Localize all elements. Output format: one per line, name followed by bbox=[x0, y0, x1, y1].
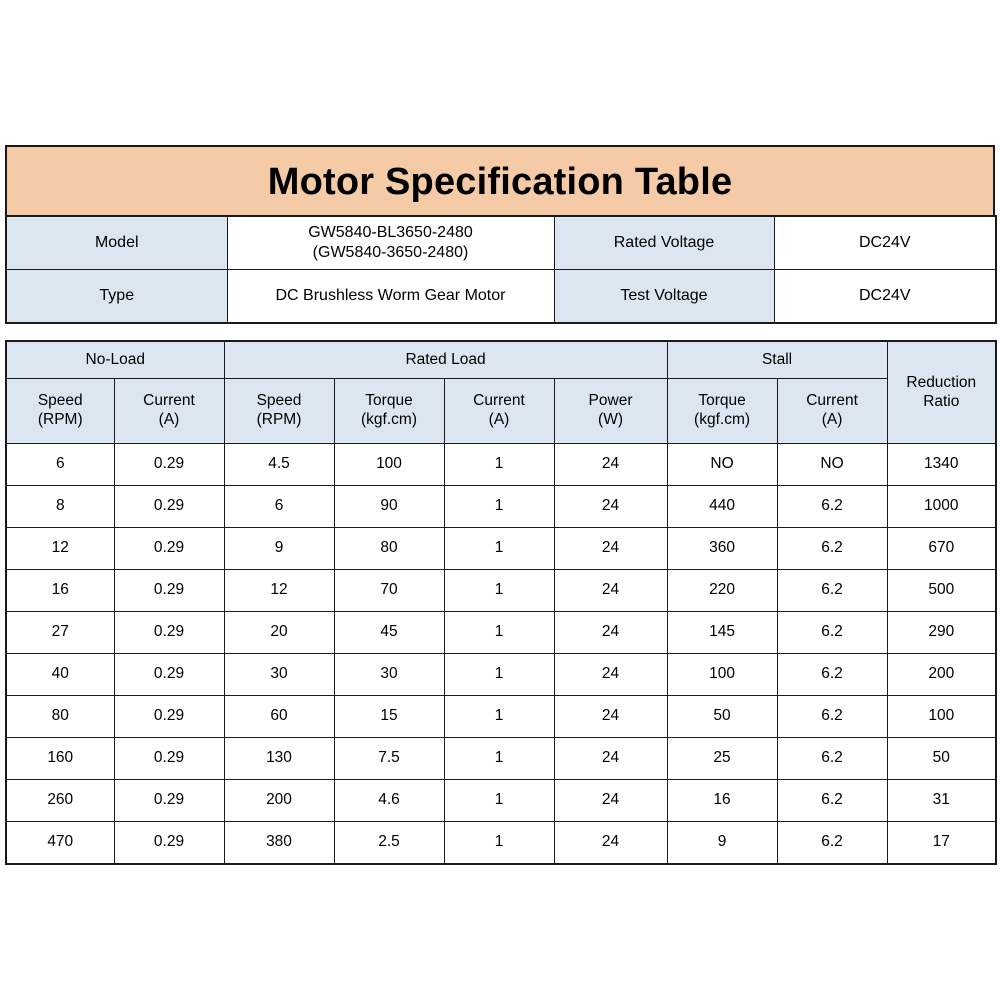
cell-r9-c2: 380 bbox=[224, 822, 334, 865]
cell-r6-c6: 50 bbox=[667, 696, 777, 738]
cell-r8-c4: 1 bbox=[444, 780, 554, 822]
table-row bbox=[6, 570, 996, 612]
cell-r8-c5: 24 bbox=[554, 780, 667, 822]
table-row bbox=[6, 612, 996, 654]
motor-info-table bbox=[5, 215, 997, 324]
col-6-unit-name: Torque bbox=[698, 392, 746, 410]
cell-r1-c0: 8 bbox=[6, 486, 114, 528]
column-header-rated-torque bbox=[334, 379, 444, 444]
cell-r9-c3: 2.5 bbox=[334, 822, 444, 865]
cell-r8-c1: 0.29 bbox=[114, 780, 224, 822]
cell-r2-c8: 670 bbox=[887, 528, 996, 570]
cell-r0-c2: 4.5 bbox=[224, 444, 334, 486]
cell-r1-c8: 1000 bbox=[887, 486, 996, 528]
col-4-unit-name: Current bbox=[473, 392, 525, 410]
cell-r4-c0: 27 bbox=[6, 612, 114, 654]
cell-r4-c6: 145 bbox=[667, 612, 777, 654]
col-5-unit-name: Power bbox=[588, 392, 633, 410]
cell-r7-c0: 160 bbox=[6, 738, 114, 780]
cell-r0-c0: 6 bbox=[6, 444, 114, 486]
cell-r4-c3: 45 bbox=[334, 612, 444, 654]
performance-spec-table bbox=[5, 340, 997, 865]
cell-r9-c1: 0.29 bbox=[114, 822, 224, 865]
cell-r5-c1: 0.29 bbox=[114, 654, 224, 696]
cell-r7-c4: 1 bbox=[444, 738, 554, 780]
model-label: Model bbox=[6, 216, 227, 270]
cell-r7-c2: 130 bbox=[224, 738, 334, 780]
col-7-unit-name: Current bbox=[806, 392, 858, 410]
cell-r3-c5: 24 bbox=[554, 570, 667, 612]
reduction-ratio-line1: Reduction bbox=[906, 373, 977, 391]
title-row bbox=[6, 146, 994, 218]
cell-r2-c2: 9 bbox=[224, 528, 334, 570]
table-row bbox=[6, 738, 996, 780]
cell-r3-c0: 16 bbox=[6, 570, 114, 612]
cell-r5-c0: 40 bbox=[6, 654, 114, 696]
cell-r5-c7: 6.2 bbox=[777, 654, 887, 696]
table-row bbox=[6, 780, 996, 822]
cell-r6-c7: 6.2 bbox=[777, 696, 887, 738]
cell-r0-c4: 1 bbox=[444, 444, 554, 486]
cell-r1-c7: 6.2 bbox=[777, 486, 887, 528]
cell-r3-c4: 1 bbox=[444, 570, 554, 612]
model-value-alternate: (GW5840-3650-2480) bbox=[312, 244, 469, 261]
group-header-rated-load: Rated Load bbox=[224, 341, 667, 379]
cell-r3-c7: 6.2 bbox=[777, 570, 887, 612]
cell-r3-c6: 220 bbox=[667, 570, 777, 612]
type-label: Type bbox=[6, 270, 227, 324]
cell-r8-c0: 260 bbox=[6, 780, 114, 822]
cell-r7-c3: 7.5 bbox=[334, 738, 444, 780]
table-row bbox=[6, 486, 996, 528]
column-header-stall-current bbox=[777, 379, 887, 444]
cell-r5-c2: 30 bbox=[224, 654, 334, 696]
cell-r4-c1: 0.29 bbox=[114, 612, 224, 654]
col-7-unit: (A) bbox=[821, 411, 843, 428]
cell-r5-c8: 200 bbox=[887, 654, 996, 696]
cell-r5-c5: 24 bbox=[554, 654, 667, 696]
cell-r2-c0: 12 bbox=[6, 528, 114, 570]
cell-r4-c5: 24 bbox=[554, 612, 667, 654]
cell-r0-c7: NO bbox=[777, 444, 887, 486]
cell-r4-c2: 20 bbox=[224, 612, 334, 654]
col-0-unit-name: Speed bbox=[37, 392, 83, 410]
col-0-unit: (RPM) bbox=[37, 411, 83, 428]
reduction-ratio-line2: Ratio bbox=[923, 392, 960, 410]
model-value bbox=[227, 216, 554, 270]
title-table bbox=[5, 145, 995, 219]
cell-r2-c7: 6.2 bbox=[777, 528, 887, 570]
spec-group-header-row bbox=[6, 341, 996, 379]
cell-r9-c5: 24 bbox=[554, 822, 667, 865]
model-value-primary: GW5840-BL3650-2480 bbox=[308, 224, 473, 242]
cell-r6-c0: 80 bbox=[6, 696, 114, 738]
cell-r5-c4: 1 bbox=[444, 654, 554, 696]
info-row-type bbox=[6, 270, 996, 324]
cell-r5-c3: 30 bbox=[334, 654, 444, 696]
cell-r0-c6: NO bbox=[667, 444, 777, 486]
cell-r8-c2: 200 bbox=[224, 780, 334, 822]
col-1-unit: (A) bbox=[158, 411, 180, 428]
cell-r8-c8: 31 bbox=[887, 780, 996, 822]
rated-voltage-label: Rated Voltage bbox=[554, 216, 774, 270]
cell-r1-c6: 440 bbox=[667, 486, 777, 528]
cell-r9-c6: 9 bbox=[667, 822, 777, 865]
cell-r6-c3: 15 bbox=[334, 696, 444, 738]
cell-r7-c1: 0.29 bbox=[114, 738, 224, 780]
cell-r8-c3: 4.6 bbox=[334, 780, 444, 822]
col-2-unit-name: Speed bbox=[256, 392, 302, 410]
cell-r9-c7: 6.2 bbox=[777, 822, 887, 865]
column-header-stall-torque bbox=[667, 379, 777, 444]
cell-r2-c4: 1 bbox=[444, 528, 554, 570]
spec-column-header-row bbox=[6, 379, 996, 444]
table-row bbox=[6, 528, 996, 570]
cell-r1-c5: 24 bbox=[554, 486, 667, 528]
col-5-unit: (W) bbox=[598, 411, 623, 428]
cell-r2-c6: 360 bbox=[667, 528, 777, 570]
cell-r1-c3: 90 bbox=[334, 486, 444, 528]
cell-r3-c2: 12 bbox=[224, 570, 334, 612]
cell-r9-c4: 1 bbox=[444, 822, 554, 865]
column-header-rated-current bbox=[444, 379, 554, 444]
column-header-rated-power bbox=[554, 379, 667, 444]
cell-r4-c8: 290 bbox=[887, 612, 996, 654]
cell-r6-c8: 100 bbox=[887, 696, 996, 738]
cell-r7-c6: 25 bbox=[667, 738, 777, 780]
group-header-no-load: No-Load bbox=[6, 341, 224, 379]
cell-r7-c5: 24 bbox=[554, 738, 667, 780]
cell-r3-c3: 70 bbox=[334, 570, 444, 612]
rated-voltage-value: DC24V bbox=[774, 216, 996, 270]
col-2-unit: (RPM) bbox=[256, 411, 302, 428]
group-header-stall: Stall bbox=[667, 341, 887, 379]
cell-r0-c1: 0.29 bbox=[114, 444, 224, 486]
cell-r3-c1: 0.29 bbox=[114, 570, 224, 612]
table-row bbox=[6, 696, 996, 738]
cell-r6-c4: 1 bbox=[444, 696, 554, 738]
cell-r1-c1: 0.29 bbox=[114, 486, 224, 528]
cell-r8-c6: 16 bbox=[667, 780, 777, 822]
cell-r0-c8: 1340 bbox=[887, 444, 996, 486]
cell-r2-c1: 0.29 bbox=[114, 528, 224, 570]
table-row bbox=[6, 654, 996, 696]
cell-r4-c4: 1 bbox=[444, 612, 554, 654]
col-6-unit: (kgf.cm) bbox=[694, 411, 751, 428]
table-row bbox=[6, 822, 996, 865]
cell-r9-c0: 470 bbox=[6, 822, 114, 865]
cell-r4-c7: 6.2 bbox=[777, 612, 887, 654]
cell-r6-c2: 60 bbox=[224, 696, 334, 738]
cell-r7-c7: 6.2 bbox=[777, 738, 887, 780]
type-value: DC Brushless Worm Gear Motor bbox=[227, 270, 554, 324]
cell-r0-c5: 24 bbox=[554, 444, 667, 486]
column-header-reduction-ratio bbox=[887, 341, 996, 444]
cell-r6-c5: 24 bbox=[554, 696, 667, 738]
cell-r8-c7: 6.2 bbox=[777, 780, 887, 822]
cell-r1-c2: 6 bbox=[224, 486, 334, 528]
test-voltage-value: DC24V bbox=[774, 270, 996, 324]
col-4-unit: (A) bbox=[488, 411, 510, 428]
cell-r2-c3: 80 bbox=[334, 528, 444, 570]
cell-r5-c6: 100 bbox=[667, 654, 777, 696]
col-3-unit-name: Torque bbox=[365, 392, 413, 410]
table-row bbox=[6, 444, 996, 486]
cell-r6-c1: 0.29 bbox=[114, 696, 224, 738]
cell-r7-c8: 50 bbox=[887, 738, 996, 780]
cell-r1-c4: 1 bbox=[444, 486, 554, 528]
col-1-unit-name: Current bbox=[143, 392, 195, 410]
column-header-noload-current bbox=[114, 379, 224, 444]
page-title: Motor Specification Table bbox=[6, 146, 994, 218]
cell-r0-c3: 100 bbox=[334, 444, 444, 486]
cell-r2-c5: 24 bbox=[554, 528, 667, 570]
column-header-noload-speed bbox=[6, 379, 114, 444]
cell-r9-c8: 17 bbox=[887, 822, 996, 865]
test-voltage-label: Test Voltage bbox=[554, 270, 774, 324]
column-header-rated-speed bbox=[224, 379, 334, 444]
col-3-unit: (kgf.cm) bbox=[361, 411, 417, 428]
info-row-model bbox=[6, 216, 996, 270]
cell-r3-c8: 500 bbox=[887, 570, 996, 612]
